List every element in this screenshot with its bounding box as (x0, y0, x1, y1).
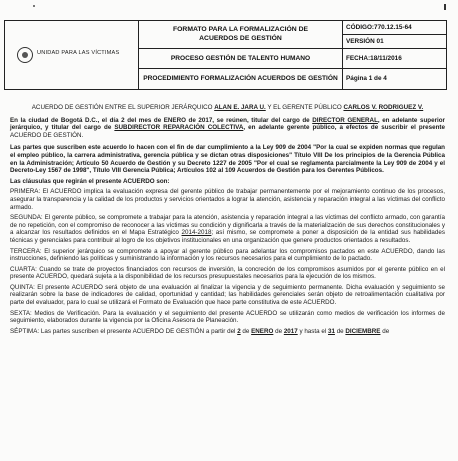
start-month: ENERO (251, 327, 274, 335)
parties-text: Las partes que suscriben este acuerdo lo hacen con el fin de dar cumplimiento a la Ley 909 de 2004 "Por la cual se expiden normas que regulan el empleo público, la carrera administrativa, gerencia pública y se dictan otras disposiciones" Título VIII De los principios de la Gerencia Pública en la Administración; Artículo 50 Acuerdo de Gestión y su Decreto 1227 de 2005 "Por el cual se reglamenta parcialmente la Ley 909 de 2004 y el Decreto-Ley 1567 de 1998", Título VIII Gerencia Pública; Artículos 102 al 109 Acuerdos de Gestión para los Gerentes Públicos. (10, 144, 445, 175)
clause-primera: PRIMERA: El ACUERDO implica la evaluación expresa del gerente público de trabajar permanentemente por el mejoramiento continuo de los procesos, asegurar la transparencia y la calidad de los productos y servicios orientados a lograr la atención, asistencia y reparación integral a las víctimas del conflicto armado. (10, 188, 445, 211)
form-code: CÓDIGO:770.12.15-64 (343, 21, 446, 35)
clause-sexta: SEXTA: Medios de Verificación. Para la evaluación y el seguimiento del presente ACUERDO se utilizarán como medios de verificación los informes de seguimiento, elaborados durante la vigencia por la Oficina Asesora de Planeación. (10, 309, 445, 325)
page-number: Página 1 de 4 (346, 75, 387, 82)
segunda-text-end: ; así mismo, se compromete a poner a disposición de la entidad sus habilidades técnicas y gerenciales para contribuir al logro de los objetivos institucionales en una organización que genere productos orientados a resultados. (10, 229, 445, 244)
scan-mark (444, 4, 446, 10)
clause-tercera: TERCERA: El superior jerárquico se compromete a apoyar al gerente público para adelantar los compromisos pactados en este ACUERDO, dando las instrucciones, definiendo las políticas y suministrando la información y los recursos necesarios para el cumplimiento de lo pactado. (10, 247, 445, 263)
form-title-line2: ACUERDOS DE GESTIÓN (199, 35, 282, 42)
septima-de-3: de (336, 327, 344, 335)
superior-name: ALAN E. JARA U. (214, 104, 266, 111)
form-version: VERSIÓN 01 (343, 35, 446, 49)
heading-mid: Y EL GERENTE PÚBLICO (267, 104, 342, 111)
end-month: DICIEMBRE (345, 327, 381, 335)
heading-text: ACUERDO DE GESTIÓN ENTRE EL SUPERIOR JERÁRQUICO (31, 104, 213, 111)
gerente-name: CARLOS V. RODRIGUEZ V. (343, 104, 424, 111)
septima-de-2: de (275, 327, 283, 335)
clause-cuarta: CUARTA: Cuando se trate de proyectos financiados con recursos de inversión, la concreción de los compromisos asumidos por el gerente público en el presente ACUERDO, quedará sujeta a la disponibilidad de los recursos presupuestales necesarios para la ejecución de los mismos. (10, 265, 445, 281)
seal-icon (17, 47, 33, 63)
end-day: 31 (327, 327, 335, 335)
septima-text: SÉPTIMA: Las partes suscriben el presente ACUERDO DE GESTIÓN a partir del (10, 327, 236, 335)
clause-segunda (10, 214, 445, 244)
clause-quinta: QUINTA: El presente ACUERDO será objeto de una evaluación al finalizar la vigencia y de seguimiento permanente. Dicha evaluación y seguimiento se realizarán sobre la base de indicadores de calidad, oportunidad y cantidad; las habilidades gerenciales serán objeto de retroalimentación cualitativa por parte del evaluador, para lo cual se utilizará el Formato de Evaluación que hace parte constitutiva de este ACUERDO. (10, 283, 445, 307)
unidad-victimas-logo (17, 45, 127, 65)
intro-text-1: En la ciudad de Bogotá D.C., el día 2 del mes de ENERO de 2017, se reúnen, titular del cargo de (10, 116, 310, 124)
form-title (139, 21, 343, 49)
form-date: FECHA:18/11/2016 (343, 49, 446, 69)
septima-mid: y hasta el (299, 327, 327, 335)
septima-de-1: de (242, 327, 250, 335)
logo-cell (5, 21, 139, 89)
intro-text-2: , en adelante superior jerárquico, y titular del cargo de (10, 116, 445, 132)
clause-septima (10, 328, 445, 336)
start-day: 2 (237, 327, 241, 335)
process-name: PROCESO GESTIÓN DE TALENTO HUMANO (139, 49, 343, 69)
start-year: 2017 (283, 327, 298, 335)
document-body (10, 104, 445, 338)
intro-text-4: ACUERDO DE GESTIÓN. (10, 131, 84, 139)
septima-de-4: de (382, 327, 390, 335)
form-title-line1: FORMATO PARA LA FORMALIZACIÓN DE (172, 26, 309, 33)
cargo-superior: DIRECTOR GENERAL (312, 116, 378, 124)
mapa-estrategico-period: 2014-2018 (181, 229, 212, 237)
agreement-heading (10, 104, 445, 112)
scan-dot (33, 5, 35, 7)
parties-paragraph (10, 144, 445, 174)
header-table (4, 20, 447, 90)
procedure-name: PROCEDIMIENTO FORMALIZACIÓN ACUERDOS DE GESTIÓN (139, 69, 343, 89)
logo-text: UNIDAD PARA LAS VÍCTIMAS (37, 50, 120, 56)
clauses-title (10, 178, 445, 186)
clauses-title-text: Las cláusulas que regirán el presente ACUERDO son: (10, 177, 170, 185)
intro-paragraph (10, 117, 445, 140)
cargo-gerente: SUBDIRECTOR REPARACIÓN COLECTIVA (114, 124, 244, 132)
segunda-text: SEGUNDA: El gerente público, se compromete a trabajar para la atención, asistencia y reparación integral a las víctimas del conflicto armado, con garantía de no repetición, con el compromiso de reconocer a las víctimas su condición y dignificarla a través de la materialización de sus derechos constitucionales y a alcanzar los resultados definidos en el Mapa Estratégico (10, 214, 445, 237)
intro-text-3: , en adelante gerente público, a efectos de suscribir el presente (243, 124, 445, 132)
